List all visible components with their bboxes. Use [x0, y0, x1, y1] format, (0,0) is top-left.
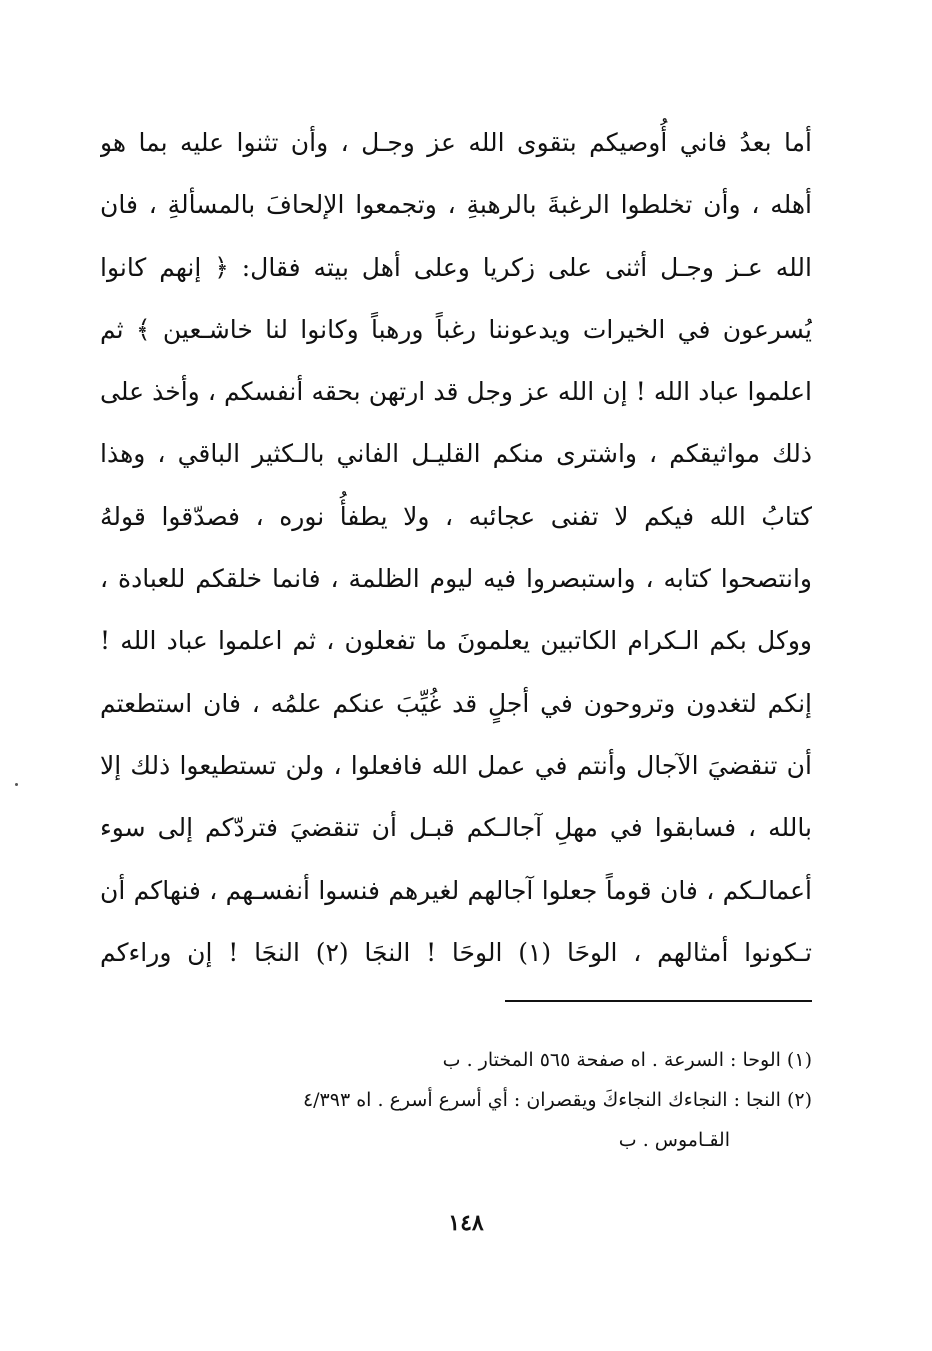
text-line: يُسرعون في الخيرات ويدعوننا رغباً ورهباً وكانوا لنا خاشـعين ﴾ ثم — [100, 314, 812, 344]
text-line: ووكل بكم الـكرام الكاتبين يعلمونَ ما تفعلون ، ثم اعلموا عباد الله ! — [100, 626, 812, 656]
text-line: وانتصحوا كتابه ، واستبصروا فيه ليوم الظلمة ، فانما خلقكم للعبادة ، — [100, 564, 812, 594]
footnote-1: (١) الوحا : السرعة . اه صفحة ٥٦٥ المختار . ب — [442, 1049, 812, 1071]
text-line: كتابُ الله فيكم لا تفنى عجائبه ، ولا يطفأُ نوره ، فصدّقوا قولهُ — [100, 501, 812, 531]
text-line: تـكونوا أمثالهم ، الوحَا (١) الوحَا ! النجَا (٢) النجَا ! إن وراءكم — [100, 937, 812, 967]
text-line: أعمالـكم ، فان قوماً جعلوا آجالهم لغيرهم فنسوا أنفسـهم ، فنهاكم أن — [100, 875, 812, 905]
text-line: ذلك مواثيقكم ، واشترى منكم القليـل الفاني بالـكثير الباقي ، وهذا — [100, 439, 812, 469]
text-line: اعلموا عباد الله ! إن الله عز وجل قد ارتهن بحقه أنفسكم ، وأخذ على — [100, 377, 812, 407]
page-number: ١٤٨ — [448, 1210, 484, 1236]
footnote-2-continuation: القـاموس . ب — [618, 1129, 730, 1151]
text-line: بالله ، فسابقوا في مهلِ آجالـكم قبـل أن تنقضيَ فتردّكم إلى سوء — [100, 813, 812, 843]
text-line: الله عـز وجـل أثنى على زكريا وعلى أهل بيته فقال: ﴿ إنهم كانوا — [100, 252, 812, 282]
footnotes-block — [100, 1040, 812, 1160]
text-line: أما بعدُ فاني أُوصيكم بتقوى الله عز وجـل ، وأن تثنوا عليه بما هو — [100, 128, 812, 157]
footnote-divider — [505, 1000, 812, 1002]
footnote-2: (٢) النجا : النجاءك النجاءكَ ويقصران : أي أسرع أسرع . اه ٤/٣٩٣ — [302, 1089, 812, 1111]
scan-speck — [15, 783, 18, 786]
text-line: أهله ، وأن تخلطوا الرغبةَ بالرهبةِ ، وتجمعوا الإلحافَ بالمسألةِ ، فان — [100, 190, 812, 220]
text-line: أن تنقضيَ الآجال وأنتم في عمل الله فافعلوا ، ولن تستطيعوا ذلك إلا — [100, 750, 812, 780]
main-text-block — [100, 112, 812, 984]
text-line: إنكم لتغدون وتروحون في أجلٍ قد غُيِّبَ عنكم علمُه ، فان استطعتم — [100, 688, 812, 718]
